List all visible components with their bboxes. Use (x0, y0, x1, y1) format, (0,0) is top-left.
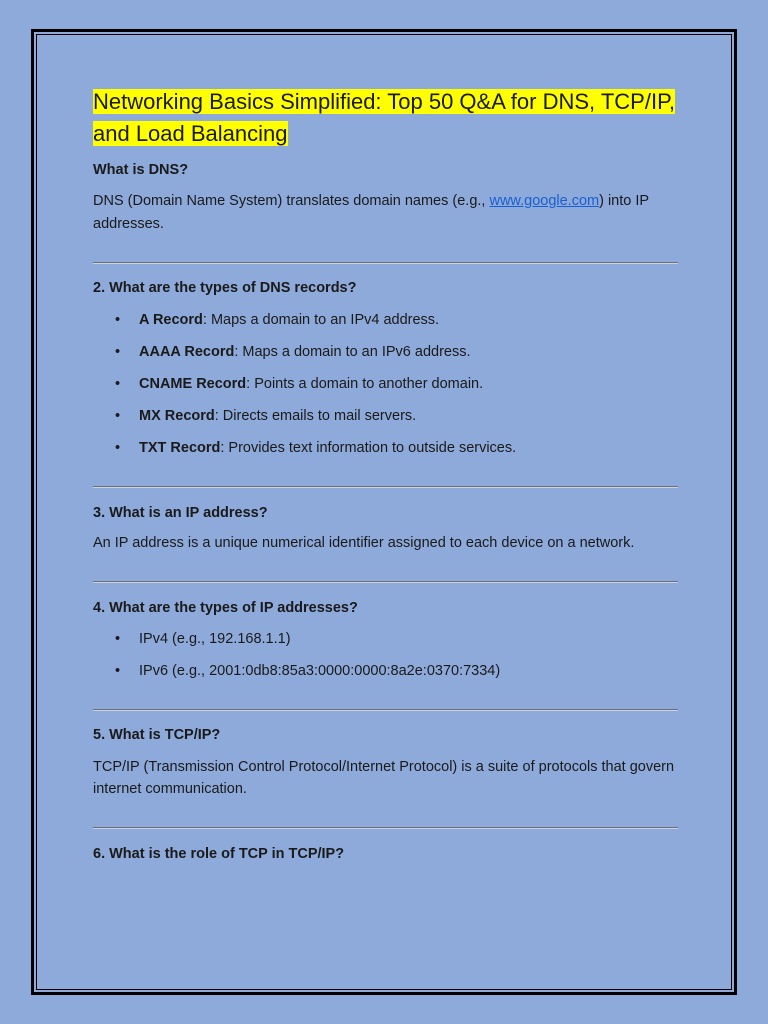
list-item: • A Record: Maps a domain to an IPv4 address. (93, 310, 678, 330)
list-item: • AAAA Record: Maps a domain to an IPv6 address. (93, 342, 678, 362)
list-item: • IPv4 (e.g., 192.168.1.1) (93, 629, 678, 649)
ip-address-list (93, 629, 678, 681)
list-item: • MX Record: Directs emails to mail servers. (93, 406, 678, 426)
divider (93, 581, 678, 583)
google-link[interactable]: www.google.com (489, 193, 600, 209)
document-title: Networking Basics Simplified: Top 50 Q&A for DNS, TCP/IP, and Load Balancing (93, 89, 676, 146)
answer-5: TCP/IP (Transmission Control Protocol/Internet Protocol) is a suite of protocols that govern internet communication. (93, 758, 675, 797)
list-item: • CNAME Record: Points a domain to another domain. (93, 374, 678, 394)
question-3: 3. What is an IP address? (93, 505, 268, 521)
answer-1: DNS (Domain Name System) translates domain names (e.g., www.google.com) into IP addresses. (93, 193, 649, 232)
question-6: 6. What is the role of TCP in TCP/IP? (93, 845, 345, 862)
question-2: 2. What are the types of DNS records? (93, 280, 357, 296)
divider (93, 709, 678, 711)
divider (93, 827, 678, 829)
dns-record-list (93, 310, 678, 458)
divider (93, 486, 678, 488)
document-content (93, 86, 678, 864)
answer-3: An IP address is a unique numerical identifier assigned to each device on a network. (93, 535, 635, 551)
divider (93, 262, 678, 264)
question-1: What is DNS? (93, 162, 189, 178)
list-item: • IPv6 (e.g., 2001:0db8:85a3:0000:0000:8a2e:0370:7334) (93, 661, 678, 681)
question-5: 5. What is TCP/IP? (93, 726, 221, 743)
list-item: • TXT Record: Provides text information to outside services. (93, 438, 678, 458)
question-4: 4. What are the types of IP addresses? (93, 599, 358, 616)
